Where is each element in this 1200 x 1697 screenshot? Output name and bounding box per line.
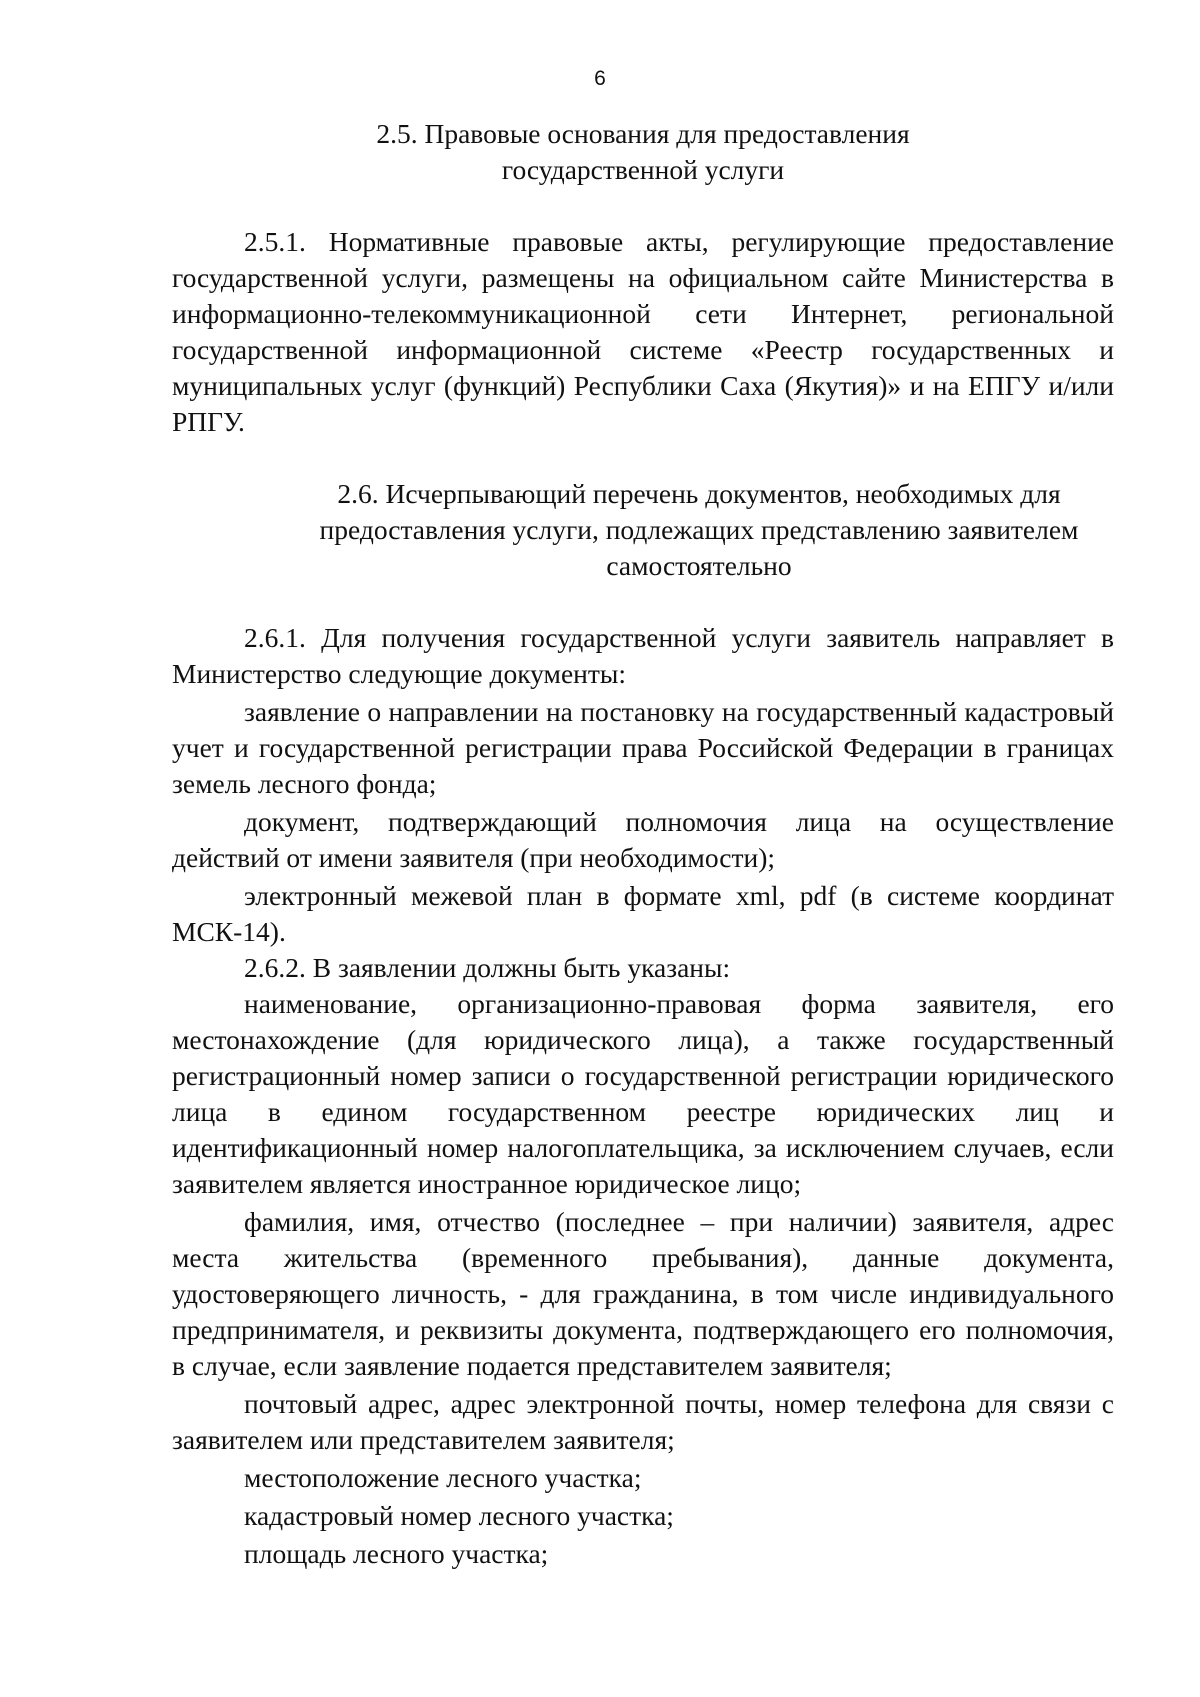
application-list-item: почтовый адрес, адрес электронной почты, номер телефона для связи с заявителем или представителем заявителя; (172, 1388, 1114, 1455)
document-list-item: документ, подтверждающий полномочия лица на осуществление действий от имени заявителя (при необходимости); (172, 806, 1114, 873)
section-2-5-heading (172, 116, 1114, 188)
section-2-6-heading-line-1: 2.6. Исчерпывающий перечень документов, необходимых для (337, 478, 1061, 509)
page-number: 6 (594, 67, 606, 90)
application-list-item: местоположение лесного участка; (244, 1462, 642, 1493)
application-list-item: кадастровый номер лесного участка; (244, 1500, 674, 1531)
document-body (172, 116, 1114, 1572)
paragraph-2-6-2: 2.6.2. В заявлении должны быть указаны: (244, 952, 731, 983)
application-list-item: фамилия, имя, отчество (последнее – при наличии) заявителя, адрес места жительства (временного пребывания), данные документа, удостоверяющего личность, - для гражданина, в том числе индивидуального предпринимателя, и реквизиты документа, подтверждающего его полномочия, в случае, если заявление подается представителем заявителя; (172, 1206, 1114, 1381)
application-list-item: площадь лесного участка; (244, 1538, 549, 1569)
paragraph-2-6-1: 2.6.1. Для получения государственной услуги заявитель направляет в Министерство следующие документы: (172, 622, 1114, 689)
section-2-6-heading (172, 476, 1114, 584)
section-2-6-heading-line-3: самостоятельно (606, 550, 792, 581)
document-list-item: электронный межевой план в формате xml, pdf (в системе координат МСК-14). (172, 880, 1114, 947)
application-list-item: наименование, организационно-правовая форма заявителя, его местонахождение (для юридического лица), а также государственный регистрационный номер записи о государственной регистрации юридического лица в едином государственном реестре юридических лиц и идентификационный номер налогоплательщика, за исключением случаев, если заявителем является иностранное юридическое лицо; (172, 988, 1114, 1199)
section-2-6-heading-line-2: предоставления услуги, подлежащих представлению заявителем (319, 514, 1079, 545)
document-list-item: заявление о направлении на постановку на государственный кадастровый учет и государственной регистрации права Российской Федерации в границах земель лесного фонда; (172, 696, 1114, 799)
section-2-5-heading-line-2: государственной услуги (501, 154, 785, 185)
section-2-5-heading-line-1: 2.5. Правовые основания для предоставления (376, 118, 910, 149)
paragraph-2-5-1: 2.5.1. Нормативные правовые акты, регулирующие предоставление государственной услуги, размещены на официальном сайте Министерства в информационно-телекоммуникационной сети Интернет, региональной государственной информационной системе «Реестр государственных и муниципальных услуг (функций) Республики Саха (Якутия)» и на ЕПГУ и/или РПГУ. (172, 226, 1114, 437)
